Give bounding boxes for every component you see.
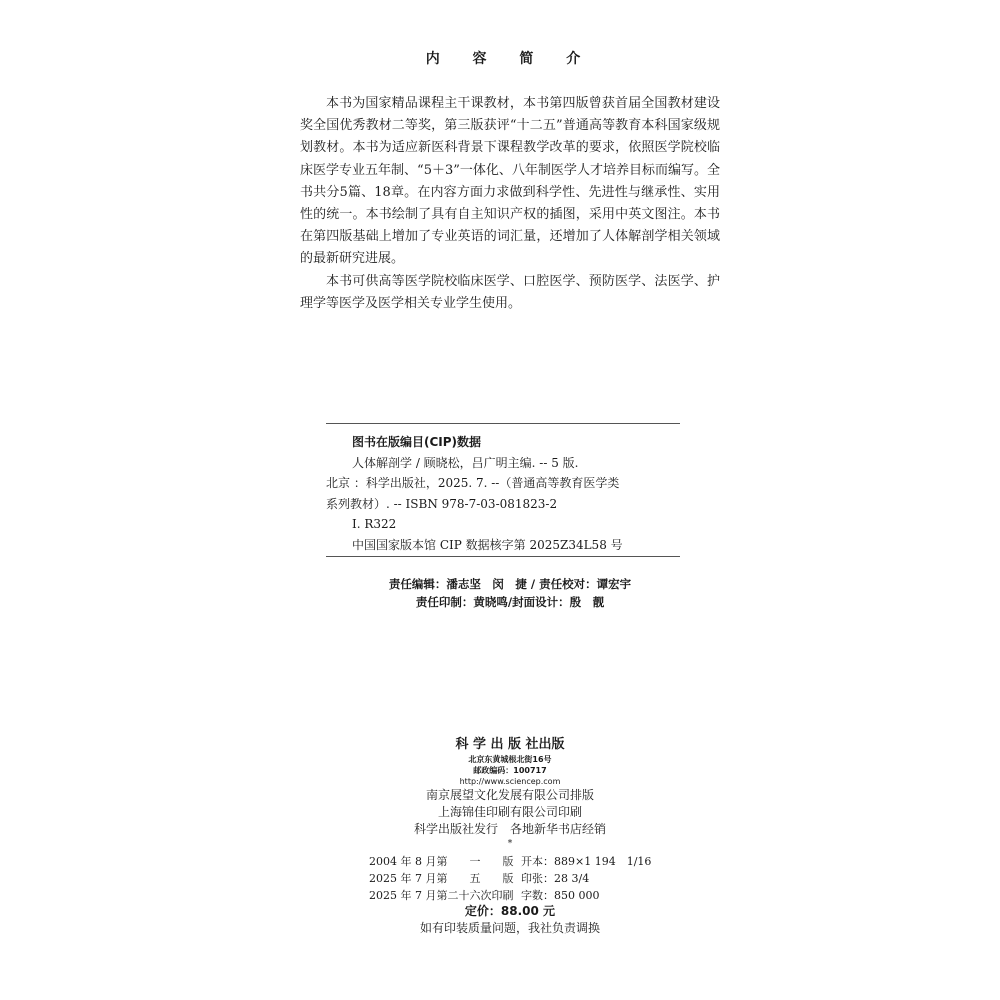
cip-data-block — [326, 432, 680, 555]
page-title: 内 容 简 介 — [425, 51, 595, 67]
publisher-address: 北京东黄城根北街16号 — [468, 755, 552, 764]
printer: 上海锦佳印刷有限公司印刷 — [437, 805, 582, 819]
cip-bottom-rule — [326, 556, 680, 557]
cip-line: 北京 ：科学出版社，2025. 7. --（普通高等教育医学类 — [326, 476, 620, 490]
edition-table — [369, 853, 669, 904]
publisher-block — [300, 735, 720, 850]
edition-row — [369, 853, 669, 870]
separator-asterisk: * — [507, 839, 513, 849]
cip-classification: Ⅰ. R322 — [352, 517, 397, 531]
distribution: 科学出版社发行 各地新华书店经销 — [413, 822, 606, 836]
quality-notice: 如有印装质量问题，我社负责调换 — [419, 921, 600, 935]
editor-credits: 责任编辑：潘志坚 闵 捷 / 责任校对：谭宏宇 — [388, 577, 632, 591]
cip-record-number: 中国国家版本馆 CIP 数据核字第 2025Z34L58 号 — [352, 537, 623, 552]
edition-info: 2004 年 8 月第 一 版 — [369, 855, 514, 868]
edition-row — [369, 870, 669, 887]
cip-line: 系列教材）. -- ISBN 978-7-03-081823-2 — [326, 496, 558, 511]
format-info: 印张：28 3/4 — [521, 872, 590, 885]
edition-row — [369, 887, 669, 904]
production-credits: 责任印制：黄晓鸣/封面设计：殷 靓 — [415, 595, 605, 609]
price: 定价：88.00 元 — [464, 904, 556, 918]
format-info: 字数：850 000 — [521, 889, 600, 902]
publisher-name: 科 学 出 版 社出版 — [455, 737, 565, 752]
abstract-paragraph: 本书可供高等医学院校临床医学、口腔医学、预防医学、法医学、护理学等医学及医学相关专业学生使用。 — [300, 273, 720, 311]
typesetter: 南京展望文化发展有限公司排版 — [425, 788, 594, 802]
publisher-website: http://www.sciencep.com — [459, 777, 561, 786]
edition-info: 2025 年 7 月第 五 版 — [369, 872, 514, 885]
publisher-postcode: 邮政编码：100717 — [473, 766, 547, 775]
edition-info: 2025 年 7 月第二十六次印刷 — [369, 889, 514, 902]
format-info: 开本：889×1 194 1/16 — [521, 855, 652, 868]
abstract-paragraph: 本书为国家精品课程主干课教材，本书第四版曾获首届全国教材建设奖全国优秀教材二等奖，第三版获评“十二五”普通高等教育本科国家级规划教材。本书为适应新医科背景下课程教学改革的要求，依照医学院校临床医学专业五年制、“5＋3”一体化、八年制医学人才培养目标而编写。全书共分5篇、18章。在内容方面力求做到科学性、先进性与继承性、实用性的统一。本书绘制了具有自主知识产权的插图，采用中英文图注。本书在第四版基础上增加了专业英语的词汇量，还增加了人体解剖学相关领域的最新研究进展。 — [300, 96, 720, 267]
cip-line: 人体解剖学 / 顾晓松，吕广明主编. -- 5 版. — [352, 455, 579, 470]
abstract-section — [300, 93, 720, 315]
cip-heading: 图书在版编目(CIP)数据 — [352, 435, 482, 449]
credits-block — [300, 575, 720, 611]
cip-top-rule — [326, 423, 680, 424]
